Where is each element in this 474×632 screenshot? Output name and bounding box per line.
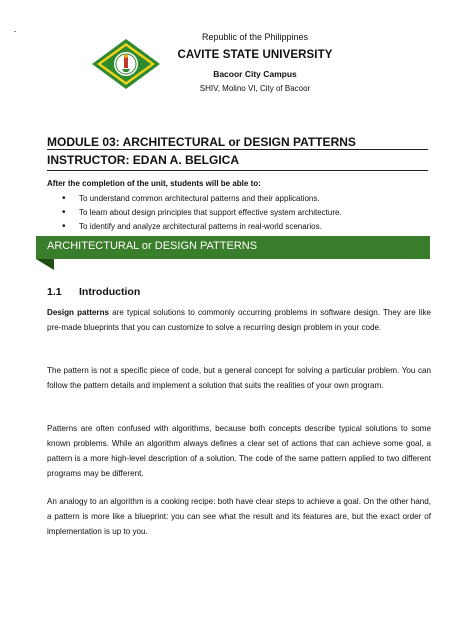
objectives-intro: After the completion of the unit, students will be able to: <box>47 179 261 188</box>
paragraph: The pattern is not a specific piece of code, but a general concept for solving a particular problem. You can follow the pattern details and implement a solution that suits the realities of your own program. <box>47 366 431 390</box>
objective-item: • To identify and analyze architectural patterns in real-world scenarios. <box>62 221 342 235</box>
section-banner <box>36 236 430 259</box>
objective-item: • To understand common architectural patterns and their applications. <box>62 193 342 207</box>
header-university-name: CAVITE STATE UNIVERSITY <box>177 49 333 61</box>
term-design-patterns: Design patterns <box>47 308 110 317</box>
scan-speck <box>14 31 16 32</box>
paragraph-text: are typical solutions to commonly occurring problems in software design. They are like pre-made blueprints that you can customize to solve a recurring design problem in your code. <box>47 308 432 332</box>
divider <box>47 170 428 171</box>
header-campus: Bacoor City Campus <box>213 69 297 79</box>
section-number: 1.1 <box>47 286 62 298</box>
section-title: Introduction <box>79 286 141 298</box>
instructor-line: INSTRUCTOR: EDAN A. BELGICA <box>47 153 239 167</box>
objective-item: • To learn about design principles that support effective system architecture. <box>62 207 342 221</box>
header-republic: Republic of the Philippines <box>201 32 309 42</box>
objectives-list <box>62 193 342 235</box>
paragraph: Patterns are often confused with algorithms, because both concepts describe typical solutions to some known problems. While an algorithm always defines a clear set of actions that can achieve some goal, a pattern is a more high-level description of a solution. The code of the same pattern applied to two different programs may be different. <box>47 424 431 478</box>
university-seal-logo <box>91 38 161 90</box>
paragraph: An analogy to an algorithm is a cooking recipe: both have clear steps to achieve a goal. On the other hand, a pattern is more like a blueprint: you can see what the result and its features are, but the exact order of implementation is up to you. <box>47 497 431 536</box>
header-address: SHIV, Molino VI, City of Bacoor <box>199 84 311 93</box>
paragraph <box>47 305 431 335</box>
banner-fold-shape <box>36 259 54 270</box>
divider <box>47 149 428 150</box>
banner-title: ARCHITECTURAL or DESIGN PATTERNS <box>47 240 258 252</box>
module-title: MODULE 03: ARCHITECTURAL or DESIGN PATTERNS <box>47 135 356 149</box>
